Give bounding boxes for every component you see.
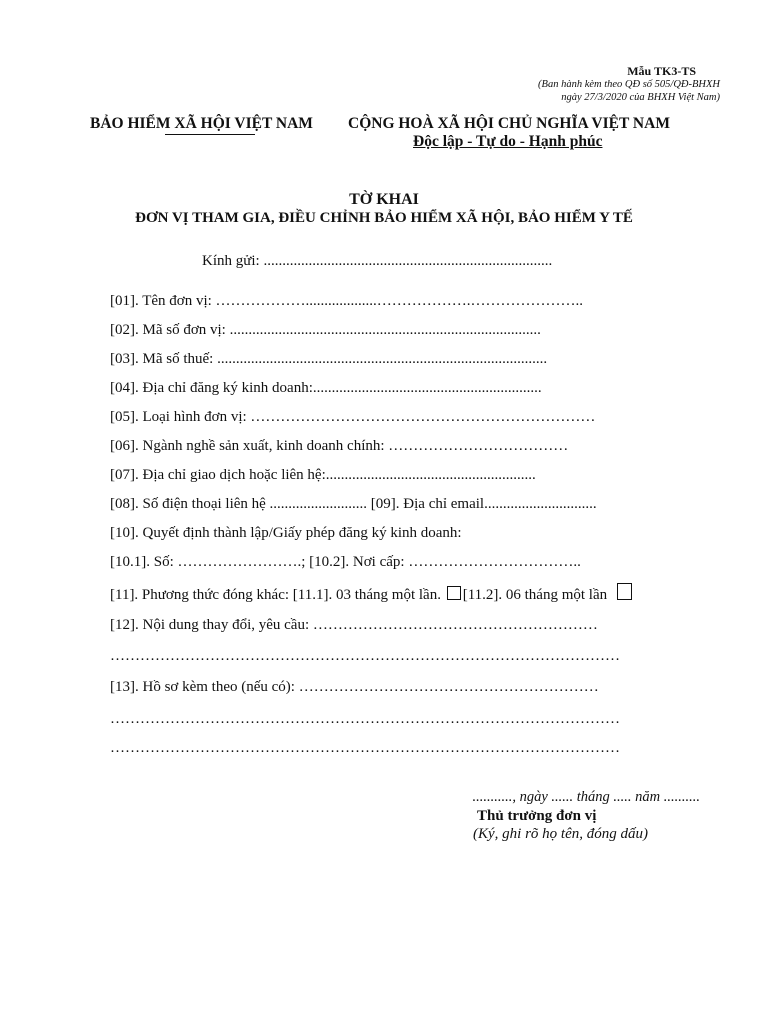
payment-option-6-months-label: [11.2]. 06 tháng một lần	[462, 587, 608, 603]
field-tax-code[interactable]: [03]. Mã số thuế: ........................................................................................	[110, 351, 548, 367]
field-contact-address[interactable]: [07]. Địa chỉ giao dịch hoặc liên hệ:........................................................	[110, 467, 536, 483]
field-decision-number-place[interactable]: [10.1]. Số: …………………….; [10.2]. Nơi cấp: ……………………………..	[110, 554, 581, 570]
national-motto: Độc lập - Tự do - Hạnh phúc	[413, 133, 603, 150]
field-unit-code[interactable]: [02]. Mã số đơn vị: ...................................................................................	[110, 322, 541, 338]
field-change-content[interactable]: [12]. Nội dung thay đổi, yêu cầu: …………………………………………………	[110, 617, 598, 633]
field-attached-documents-continued-1[interactable]: …………………………………………………………………………………………	[110, 711, 620, 727]
signature-title: Thủ trưởng đơn vị	[477, 808, 597, 824]
field-payment-method	[110, 583, 634, 604]
field-establishment-decision: [10]. Quyết định thành lập/Giấy phép đăng ký kinh doanh:	[110, 525, 462, 541]
form-code: Mẫu TK3-TS	[627, 64, 696, 78]
republic-name: CỘNG HOÀ XÃ HỘI CHỦ NGHĨA VIỆT NAM	[348, 115, 670, 132]
document-subtitle: ĐƠN VỊ THAM GIA, ĐIỀU CHỈNH BẢO HIỂM XÃ HỘI, BẢO HIỂM Y TẾ	[135, 210, 633, 226]
payment-option-3-months-label: [11]. Phương thức đóng khác: [11.1]. 03 tháng một lần.	[110, 587, 441, 603]
issued-decision-line: (Ban hành kèm theo QĐ số 505/QĐ-BHXH	[538, 79, 720, 90]
field-attached-documents-continued-2[interactable]: …………………………………………………………………………………………	[110, 740, 620, 756]
field-business-address[interactable]: [04]. Địa chỉ đăng ký kinh doanh:.............................................................	[110, 380, 542, 396]
agency-underline	[165, 134, 255, 135]
field-unit-type[interactable]: [05]. Loại hình đơn vị: ……………………………………………………………	[110, 409, 596, 425]
agency-name: BẢO HIỂM XÃ HỘI VIỆT NAM	[90, 115, 313, 132]
field-change-content-continued[interactable]: …………………………………………………………………………………………	[110, 648, 620, 664]
payment-6-months-checkbox[interactable]	[617, 583, 632, 600]
field-phone-email[interactable]: [08]. Số điện thoại liên hệ .......................... [09]. Địa chỉ email..............................	[110, 496, 597, 512]
signature-date[interactable]: ..........., ngày ...... tháng ..... năm ..........	[472, 789, 700, 805]
recipient-field[interactable]: Kính gửi: .............................................................................	[202, 253, 553, 269]
field-main-business[interactable]: [06]. Ngành nghề sản xuất, kinh doanh chính: ………………………………	[110, 438, 569, 454]
document-title: TỜ KHAI	[349, 191, 419, 208]
signature-note: (Ký, ghi rõ họ tên, đóng dấu)	[473, 826, 648, 842]
issued-date-line: ngày 27/3/2020 của BHXH Việt Nam)	[561, 92, 720, 103]
field-unit-name[interactable]: [01]. Tên đơn vị: ………………...................……………….…………………..	[110, 293, 584, 309]
field-attached-documents[interactable]: [13]. Hồ sơ kèm theo (nếu có): ……………………………………………………	[110, 679, 599, 695]
payment-3-months-checkbox[interactable]	[447, 586, 461, 600]
